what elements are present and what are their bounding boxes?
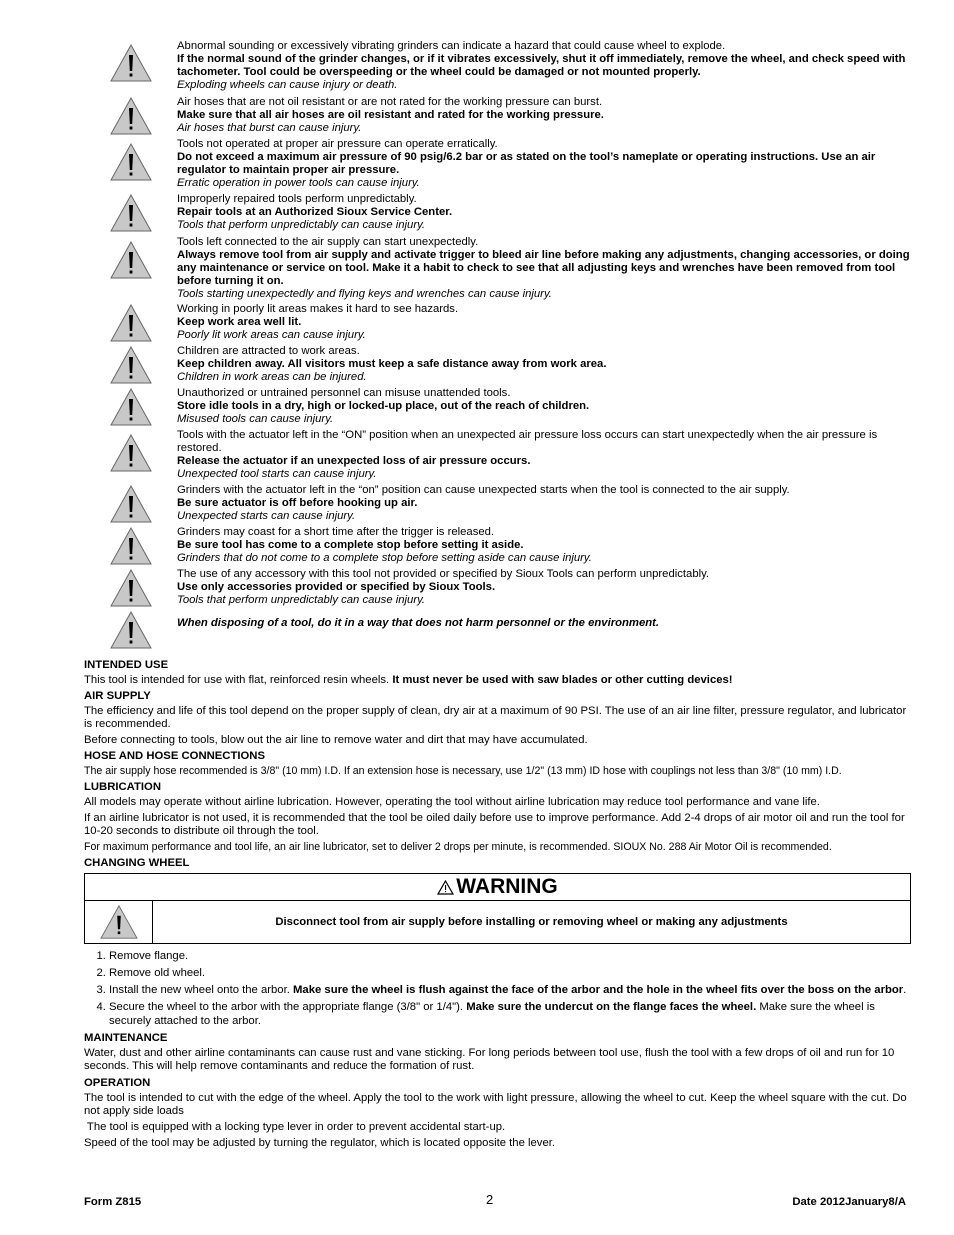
warning-item [106, 484, 916, 526]
caution-icon [108, 610, 154, 650]
disposal-statement: When disposing of a tool, do it in a way that does not harm personnel or the environment. [177, 617, 660, 629]
safety-instruction: Keep children away. All visitors must keep a safe distance away from work area. [177, 358, 607, 370]
safety-instruction: Do not exceed a maximum air pressure of 90 psig/6.2 bar or as stated on the tool’s nameplate or operating instructions. Use an air regulator to maintain proper air pressure. [177, 151, 876, 176]
air-supply-paragraph: The efficiency and life of this tool depend on the proper supply of clean, dry air at a maximum of 90 PSI. The use of an air line filter, pressure regulator, and lubricator is recommended. [84, 705, 907, 730]
operation-paragraph: The tool is intended to cut with the edge of the wheel. Apply the tool to the work with light pressure, allowing the wheel to cut. Keep the wheel square with the cut. Do not apply side loads [84, 1092, 907, 1117]
safety-instruction: Repair tools at an Authorized Sioux Service Center. [177, 206, 453, 218]
warning-icon-cell [106, 429, 156, 473]
consequence-statement: Tools that perform unpredictably can cause injury. [177, 594, 426, 606]
lubrication-heading: LUBRICATION [84, 781, 161, 793]
warning-icon-cell [106, 193, 156, 233]
warning-box-row [85, 901, 910, 943]
step-item: 3. Install the new wheel onto the arbor. Make sure the wheel is flush against the face of the arbor and the hole in the wheel fits over the boss on the arbor. [109, 983, 910, 997]
warning-icon-cell [106, 236, 156, 280]
page-footer [84, 1193, 906, 1213]
hazard-statement: Tools with the actuator left in the “ON” position when an unexpected air pressure loss occurs can start unexpectedly when the air pressure is restored. [177, 429, 878, 454]
caution-icon [108, 568, 154, 608]
operation-paragraph: Speed of the tool may be adjusted by turning the regulator, which is located opposite the lever. [84, 1137, 556, 1149]
warning-item [106, 40, 916, 96]
consequence-statement: Unexpected starts can cause injury. [177, 510, 356, 522]
warning-text [177, 610, 916, 630]
hazard-statement: Grinders may coast for a short time after the trigger is released. [177, 526, 495, 538]
warning-icon-cell [106, 303, 156, 343]
safety-instruction: Use only accessories provided or specified by Sioux Tools. [177, 581, 496, 593]
warning-box-title: WARNING [85, 874, 910, 901]
lubrication-paragraph: If an airline lubricator is not used, it is recommended that the tool be oiled daily before use to improve performance. Add 2-4 drops of air motor oil and run the tool for 10-20 seconds to distribute oil through the tool. [84, 812, 905, 837]
warning-icon-cell [106, 610, 156, 650]
warning-item [106, 568, 916, 610]
consequence-statement: Tools that perform unpredictably can cause injury. [177, 219, 426, 231]
caution-icon [108, 526, 154, 566]
lubrication-paragraph: For maximum performance and tool life, an air line lubricator, set to deliver 2 drops per minute, is recommended. SIOUX No. 288 Air Motor Oil is recommended. [84, 841, 832, 853]
warning-icon-cell [106, 568, 156, 608]
warning-icon-cell [106, 40, 156, 83]
warning-item [106, 387, 916, 429]
warning-text [177, 138, 916, 190]
warning-text [177, 193, 916, 232]
hazard-statement: Children are attracted to work areas. [177, 345, 360, 357]
safety-warnings-list [106, 40, 916, 650]
caution-icon [108, 303, 154, 343]
warning-item [106, 236, 916, 303]
warning-icon-cell [106, 387, 156, 427]
consequence-statement: Exploding wheels can cause injury or death. [177, 79, 398, 91]
warning-icon-cell [106, 138, 156, 182]
intended-use-heading: INTENDED USE [84, 659, 169, 671]
changing-wheel-heading: CHANGING WHEEL [84, 857, 190, 869]
caution-icon [108, 345, 154, 385]
page-number: 2 [486, 1192, 494, 1207]
hazard-statement: The use of any accessory with this tool not provided or specified by Sioux Tools can perform unpredictably. [177, 568, 710, 580]
warning-icon-cell [106, 484, 156, 524]
operation-heading: OPERATION [84, 1077, 151, 1089]
manual-body [84, 656, 910, 1150]
consequence-statement: Tools starting unexpectedly and flying keys and wrenches can cause injury. [177, 288, 552, 300]
caution-icon [108, 484, 154, 524]
warning-text [177, 345, 916, 384]
caution-icon [97, 904, 141, 940]
hazard-statement: Working in poorly lit areas makes it hard to see hazards. [177, 303, 459, 315]
consequence-statement: Grinders that do not come to a complete stop before setting aside can cause injury. [177, 552, 592, 564]
warning-item [106, 526, 916, 568]
warning-box-icon-cell [85, 901, 153, 943]
safety-instruction: Store idle tools in a dry, high or locked-up place, out of the reach of children. [177, 400, 590, 412]
consequence-statement: Unexpected tool starts can cause injury. [177, 468, 377, 480]
warning-text [177, 568, 916, 607]
operation-paragraph: The tool is equipped with a locking type lever in order to prevent accidental start-up. [84, 1121, 506, 1133]
warning-item [106, 610, 916, 650]
warning-item [106, 138, 916, 193]
consequence-statement: Misused tools can cause injury. [177, 413, 334, 425]
warning-item [106, 429, 916, 484]
step-item: 2. Remove old wheel. [109, 966, 910, 980]
warning-text [177, 96, 916, 135]
warning-triangle-icon [437, 880, 454, 895]
warning-icon-cell [106, 96, 156, 136]
hazard-statement: Unauthorized or untrained personnel can misuse unattended tools. [177, 387, 511, 399]
maintenance-paragraph: Water, dust and other airline contaminants can cause rust and vane sticking. For long periods between tool use, flush the tool with a few drops of oil and run for 10 seconds. This will help remove contaminants and reduce the formation of rust. [84, 1047, 895, 1072]
hazard-statement: Improperly repaired tools perform unpredictably. [177, 193, 417, 205]
safety-instruction: If the normal sound of the grinder changes, or if it vibrates excessively, shut it off immediately, remove the wheel, and check speed with tachometer. Tool could be overspeeding or the wheel could be damaged or not mounted properly. [177, 53, 906, 78]
warning-text [177, 484, 916, 523]
caution-icon [108, 433, 154, 473]
warning-item [106, 345, 916, 387]
hose-heading: HOSE AND HOSE CONNECTIONS [84, 750, 265, 762]
warning-box-text: Disconnect tool from air supply before installing or removing wheel or making any adjustments [275, 915, 788, 928]
caution-icon [108, 240, 154, 280]
safety-instruction: Keep work area well lit. [177, 316, 302, 328]
warning-text [177, 236, 916, 301]
caution-icon [108, 193, 154, 233]
intended-use-text: This tool is intended for use with flat, reinforced resin wheels. It must never be used with saw blades or other cutting devices! [84, 674, 733, 686]
safety-instruction: Release the actuator if an unexpected loss of air pressure occurs. [177, 455, 531, 467]
warning-text [177, 526, 916, 565]
changing-wheel-steps [84, 949, 910, 1028]
step-item: 1. Remove flange. [109, 949, 910, 963]
warning-icon-cell [106, 345, 156, 385]
safety-instruction: Be sure tool has come to a complete stop before setting it aside. [177, 539, 524, 551]
caution-icon [108, 96, 154, 136]
step-item: 4. Secure the wheel to the arbor with the appropriate flange (3/8" or 1/4"). Make sure the undercut on the flange faces the wheel. Make sure the wheel is securely attached to the arbor. [109, 1000, 910, 1028]
revision-date: Date 2012January8/A [792, 1196, 906, 1208]
warning-box [84, 873, 911, 944]
lubrication-paragraph: All models may operate without airline lubrication. However, operating the tool without airline lubrication may reduce tool performance and vane life. [84, 796, 820, 808]
hazard-statement: Tools left connected to the air supply can start unexpectedly. [177, 236, 479, 248]
warning-text [177, 40, 916, 92]
consequence-statement: Erratic operation in power tools can cause injury. [177, 177, 420, 189]
warning-item [106, 193, 916, 236]
hazard-statement: Air hoses that are not oil resistant or are not rated for the working pressure can burst. [177, 96, 603, 108]
caution-icon [108, 142, 154, 182]
air-supply-paragraph: Before connecting to tools, blow out the air line to remove water and dirt that may have accumulated. [84, 734, 588, 746]
hose-paragraph: The air supply hose recommended is 3/8" (10 mm) I.D. If an extension hose is necessary, use 1/2" (13 mm) ID hose with couplings not less than 3/8" (10 mm) I.D. [84, 765, 842, 777]
warning-text [177, 387, 916, 426]
maintenance-heading: MAINTENANCE [84, 1032, 168, 1044]
warning-item [106, 303, 916, 345]
warning-icon-cell [106, 526, 156, 566]
hazard-statement: Tools not operated at proper air pressure can operate erratically. [177, 138, 498, 150]
warning-text [177, 429, 916, 481]
hazard-statement: Grinders with the actuator left in the “on” position can cause unexpected starts when the tool is connected to the air supply. [177, 484, 790, 496]
air-supply-heading: AIR SUPPLY [84, 690, 151, 702]
safety-instruction: Be sure actuator is off before hooking up air. [177, 497, 418, 509]
caution-icon [108, 387, 154, 427]
warning-text [177, 303, 916, 342]
consequence-statement: Air hoses that burst can cause injury. [177, 122, 362, 134]
warning-item [106, 96, 916, 138]
caution-icon [108, 43, 154, 83]
form-number: Form Z815 [84, 1196, 142, 1208]
hazard-statement: Abnormal sounding or excessively vibrating grinders can indicate a hazard that could cause wheel to explode. [177, 40, 726, 52]
consequence-statement: Poorly lit work areas can cause injury. [177, 329, 366, 341]
safety-instruction: Make sure that all air hoses are oil resistant and rated for the working pressure. [177, 109, 604, 121]
consequence-statement: Children in work areas can be injured. [177, 371, 367, 383]
safety-instruction: Always remove tool from air supply and activate trigger to bleed air line before making any adjustments, changing accessories, or doing any maintenance or service on tool. Make it a habit to check to see that all adjusting keys and wrenches have been removed from tool before turning it on. [177, 249, 910, 287]
